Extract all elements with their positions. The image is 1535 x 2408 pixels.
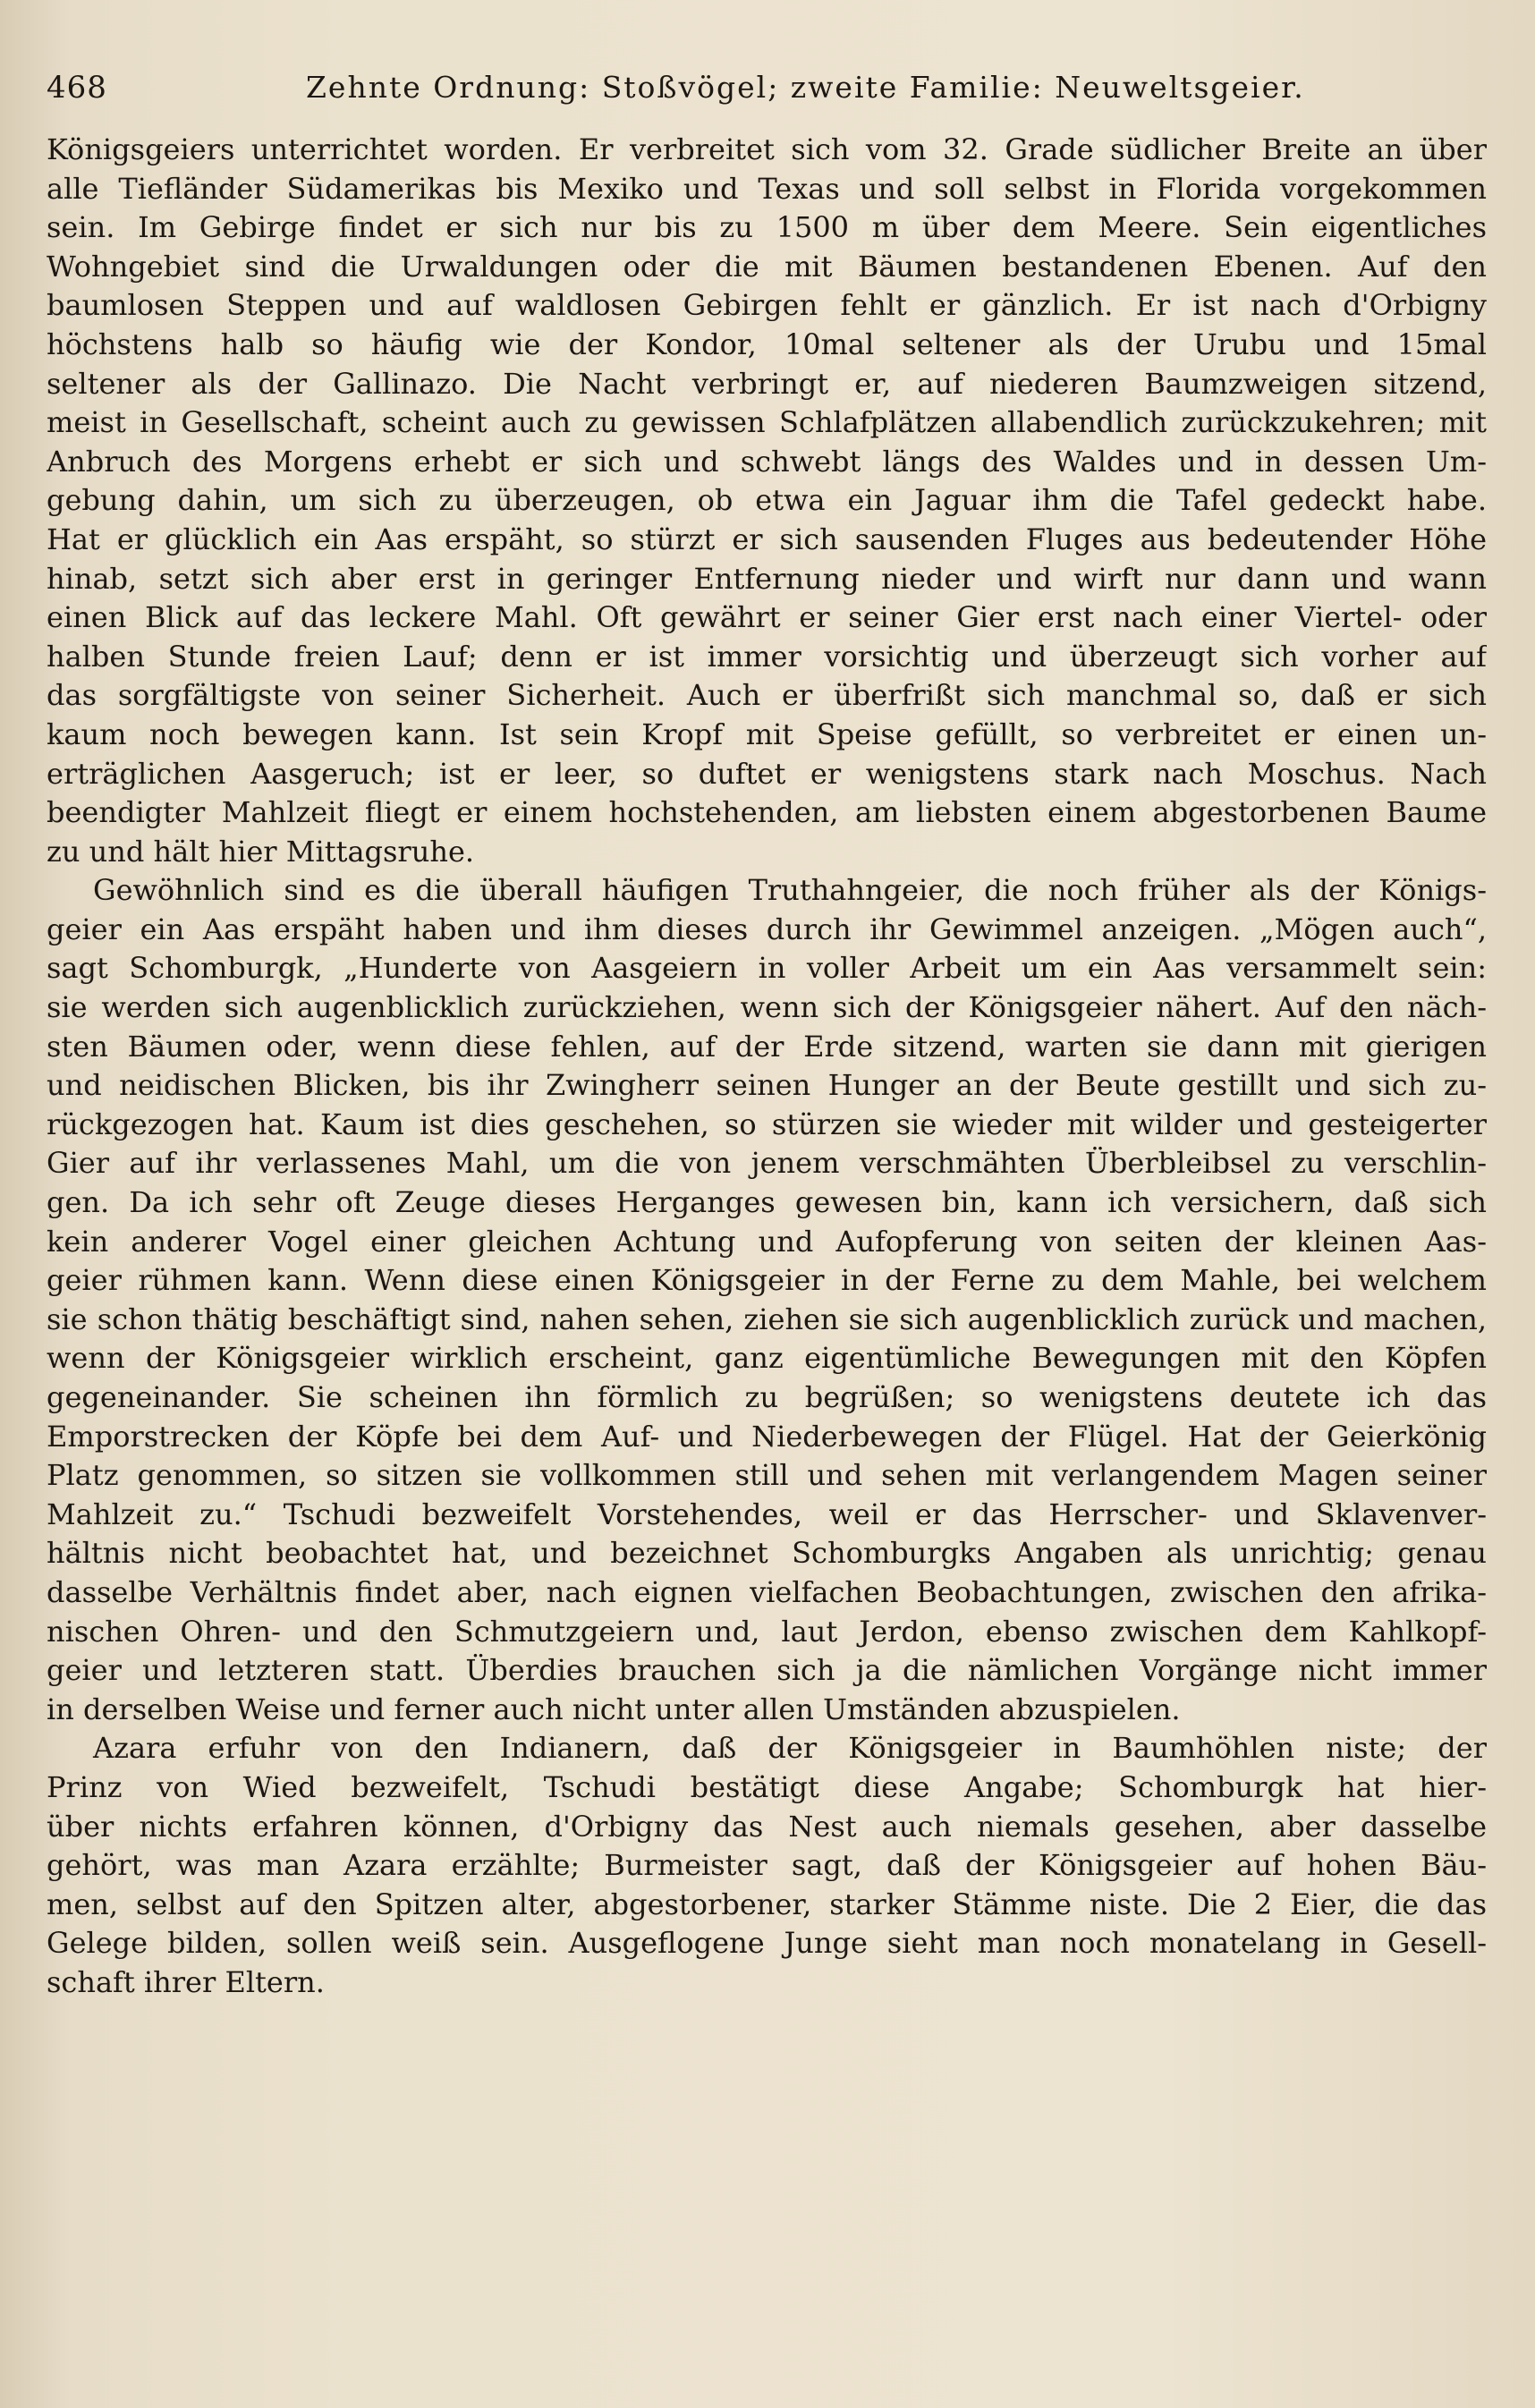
text-line: Königsgeiers unterrichtet worden. Er verbreitet sich vom 32. Grade südlicher Breite an über xyxy=(47,132,1487,166)
text-line: Gewöhnlich sind es die überall häufigen Truthahngeier, die noch früher als der Königs- xyxy=(93,873,1487,908)
text-line: alle Tiefländer Südamerikas bis Mexiko und Texas und soll selbst in Florida vorgekommen xyxy=(47,171,1487,206)
running-head: Zehnte Ordnung: Stoßvögel; zweite Familie: Neuweltsgeier. xyxy=(306,70,1305,105)
text-line: dasselbe Verhältnis findet aber, nach eignen vielfachen Beobachtungen, zwischen den afrika- xyxy=(47,1574,1487,1609)
text-line: geier rühmen kann. Wenn diese einen Königsgeier in der Ferne zu dem Mahle, bei welchem xyxy=(47,1263,1487,1298)
text-line: über nichts erfahren können, d'Orbigny das Nest auch niemals gesehen, aber dasselbe xyxy=(47,1809,1487,1844)
text-line: kaum noch bewegen kann. Ist sein Kropf mit Speise gefüllt, so verbreitet er einen un- xyxy=(47,716,1487,751)
text-line: rückgezogen hat. Kaum ist dies geschehen, so stürzen sie wieder mit wilder und gesteigerter xyxy=(47,1106,1487,1141)
text-line: hinab, setzt sich aber erst in geringer Entfernung nieder und wirft nur dann und wann xyxy=(47,561,1487,596)
text-line: schaft ihrer Eltern. xyxy=(47,1964,325,1999)
page-header xyxy=(47,63,1488,113)
text-line: und neidischen Blicken, bis ihr Zwingherr seinen Hunger an der Beute gestillt und sich zu- xyxy=(47,1068,1487,1103)
text-line: halben Stunde freien Lauf; denn er ist immer vorsichtig und überzeugt sich vorher auf xyxy=(47,639,1487,674)
text-line: gehört, was man Azara erzählte; Burmeister sagt, daß der Königsgeier auf hohen Bäu- xyxy=(47,1848,1487,1883)
text-line: Platz genommen, so sitzen sie vollkommen still und sehen mit verlangendem Magen seiner xyxy=(47,1458,1487,1493)
text-line: gegeneinander. Sie scheinen ihn förmlich zu begrüßen; so wenigstens deutete ich das xyxy=(47,1380,1487,1414)
body-text xyxy=(47,131,1487,2003)
text-line: zu und hält hier Mittagsruhe. xyxy=(47,834,475,869)
text-line: einen Blick auf das leckere Mahl. Oft gewährt er seiner Gier erst nach einer Viertel- oder xyxy=(47,600,1487,635)
text-line: gen. Da ich sehr oft Zeuge dieses Herganges gewesen bin, kann ich versichern, daß sich xyxy=(47,1185,1487,1220)
text-line: erträglichen Aasgeruch; ist er leer, so duftet er wenigstens stark nach Moschus. Nach xyxy=(47,756,1487,791)
text-line: Gelege bilden, sollen weiß sein. Ausgeflogene Junge sieht man noch monatelang in Gesell- xyxy=(47,1926,1487,1961)
text-line: seltener als der Gallinazo. Die Nacht verbringt er, auf niederen Baumzweigen sitzend, xyxy=(47,366,1487,401)
page-number: 468 xyxy=(47,70,107,106)
text-line: baumlosen Steppen und auf waldlosen Gebirgen fehlt er gänzlich. Er ist nach d'Orbigny xyxy=(47,288,1487,323)
text-line: meist in Gesellschaft, scheint auch zu gewissen Schlafplätzen allabendlich zurückzukehren; mit xyxy=(47,405,1487,440)
text-line: Gier auf ihr verlassenes Mahl, um die von jenem verschmähten Überbleibsel zu verschlin- xyxy=(47,1146,1487,1181)
text-line: höchstens halb so häufig wie der Kondor, 10mal seltener als der Urubu und 15mal xyxy=(47,326,1487,361)
text-line: Hat er glücklich ein Aas erspäht, so stürzt er sich sausenden Fluges aus bedeutender Höhe xyxy=(47,521,1487,556)
text-line: Anbruch des Morgens erhebt er sich und schwebt längs des Waldes und in dessen Um- xyxy=(47,444,1487,479)
text-line: geier und letzteren statt. Überdies brauchen sich ja die nämlichen Vorgänge nicht immer xyxy=(47,1653,1487,1688)
text-line: Prinz von Wied bezweifelt, Tschudi bestätigt diese Angabe; Schomburgk hat hier- xyxy=(47,1769,1487,1804)
text-line: nischen Ohren- und den Schmutzgeiern und, laut Jerdon, ebenso zwischen dem Kahlkopf- xyxy=(47,1614,1487,1649)
text-line: Mahlzeit zu.“ Tschudi bezweifelt Vorstehendes, weil er das Herrscher- und Sklavenver- xyxy=(47,1497,1487,1531)
text-line: hältnis nicht beobachtet hat, und bezeichnet Schomburgks Angaben als unrichtig; genau xyxy=(47,1536,1487,1571)
text-line: sten Bäumen oder, wenn diese fehlen, auf der Erde sitzend, warten sie dann mit gierigen xyxy=(47,1029,1487,1064)
text-line: Emporstrecken der Köpfe bei dem Auf- und Niederbewegen der Flügel. Hat der Geierkönig xyxy=(47,1419,1487,1454)
text-line: sie schon thätig beschäftigt sind, nahen sehen, ziehen sie sich augenblicklich zurück und machen, xyxy=(47,1302,1487,1336)
paragraph xyxy=(47,871,1487,1729)
paragraph xyxy=(47,1729,1487,2002)
text-line: in derselben Weise und ferner auch nicht unter allen Umständen abzuspielen. xyxy=(47,1692,1181,1726)
text-line: sie werden sich augenblicklich zurückziehen, wenn sich der Königsgeier nähert. Auf den näch- xyxy=(47,990,1487,1025)
paragraph xyxy=(47,131,1487,871)
text-line: men, selbst auf den Spitzen alter, abgestorbener, starker Stämme niste. Die 2 Eier, die das xyxy=(47,1887,1487,1921)
text-line: wenn der Königsgeier wirklich erscheint, ganz eigentümliche Bewegungen mit den Köpfen xyxy=(47,1341,1487,1376)
text-line: Wohngebiet sind die Urwaldungen oder die mit Bäumen bestandenen Ebenen. Auf den xyxy=(47,249,1487,284)
text-line: kein anderer Vogel einer gleichen Achtung und Aufopferung von seiten der kleinen Aas- xyxy=(47,1224,1487,1259)
text-line: das sorgfältigste von seiner Sicherheit. Auch er überfrißt sich manchmal so, daß er sich xyxy=(47,678,1487,713)
text-line: beendigter Mahlzeit fliegt er einem hochstehenden, am liebsten einem abgestorbenen Baume xyxy=(47,795,1487,830)
text-line: sagt Schomburgk, „Hunderte von Aasgeiern in voller Arbeit um ein Aas versammelt sein: xyxy=(47,951,1487,986)
text-line: Azara erfuhr von den Indianern, daß der Königsgeier in Baumhöhlen niste; der xyxy=(93,1731,1487,1766)
text-line: gebung dahin, um sich zu überzeugen, ob etwa ein Jaguar ihm die Tafel gedeckt habe. xyxy=(47,483,1487,518)
text-line: geier ein Aas erspäht haben und ihm dieses durch ihr Gewimmel anzeigen. „Mögen auch“, xyxy=(47,911,1487,946)
text-line: sein. Im Gebirge findet er sich nur bis zu 1500 m über dem Meere. Sein eigentliches xyxy=(47,210,1487,245)
